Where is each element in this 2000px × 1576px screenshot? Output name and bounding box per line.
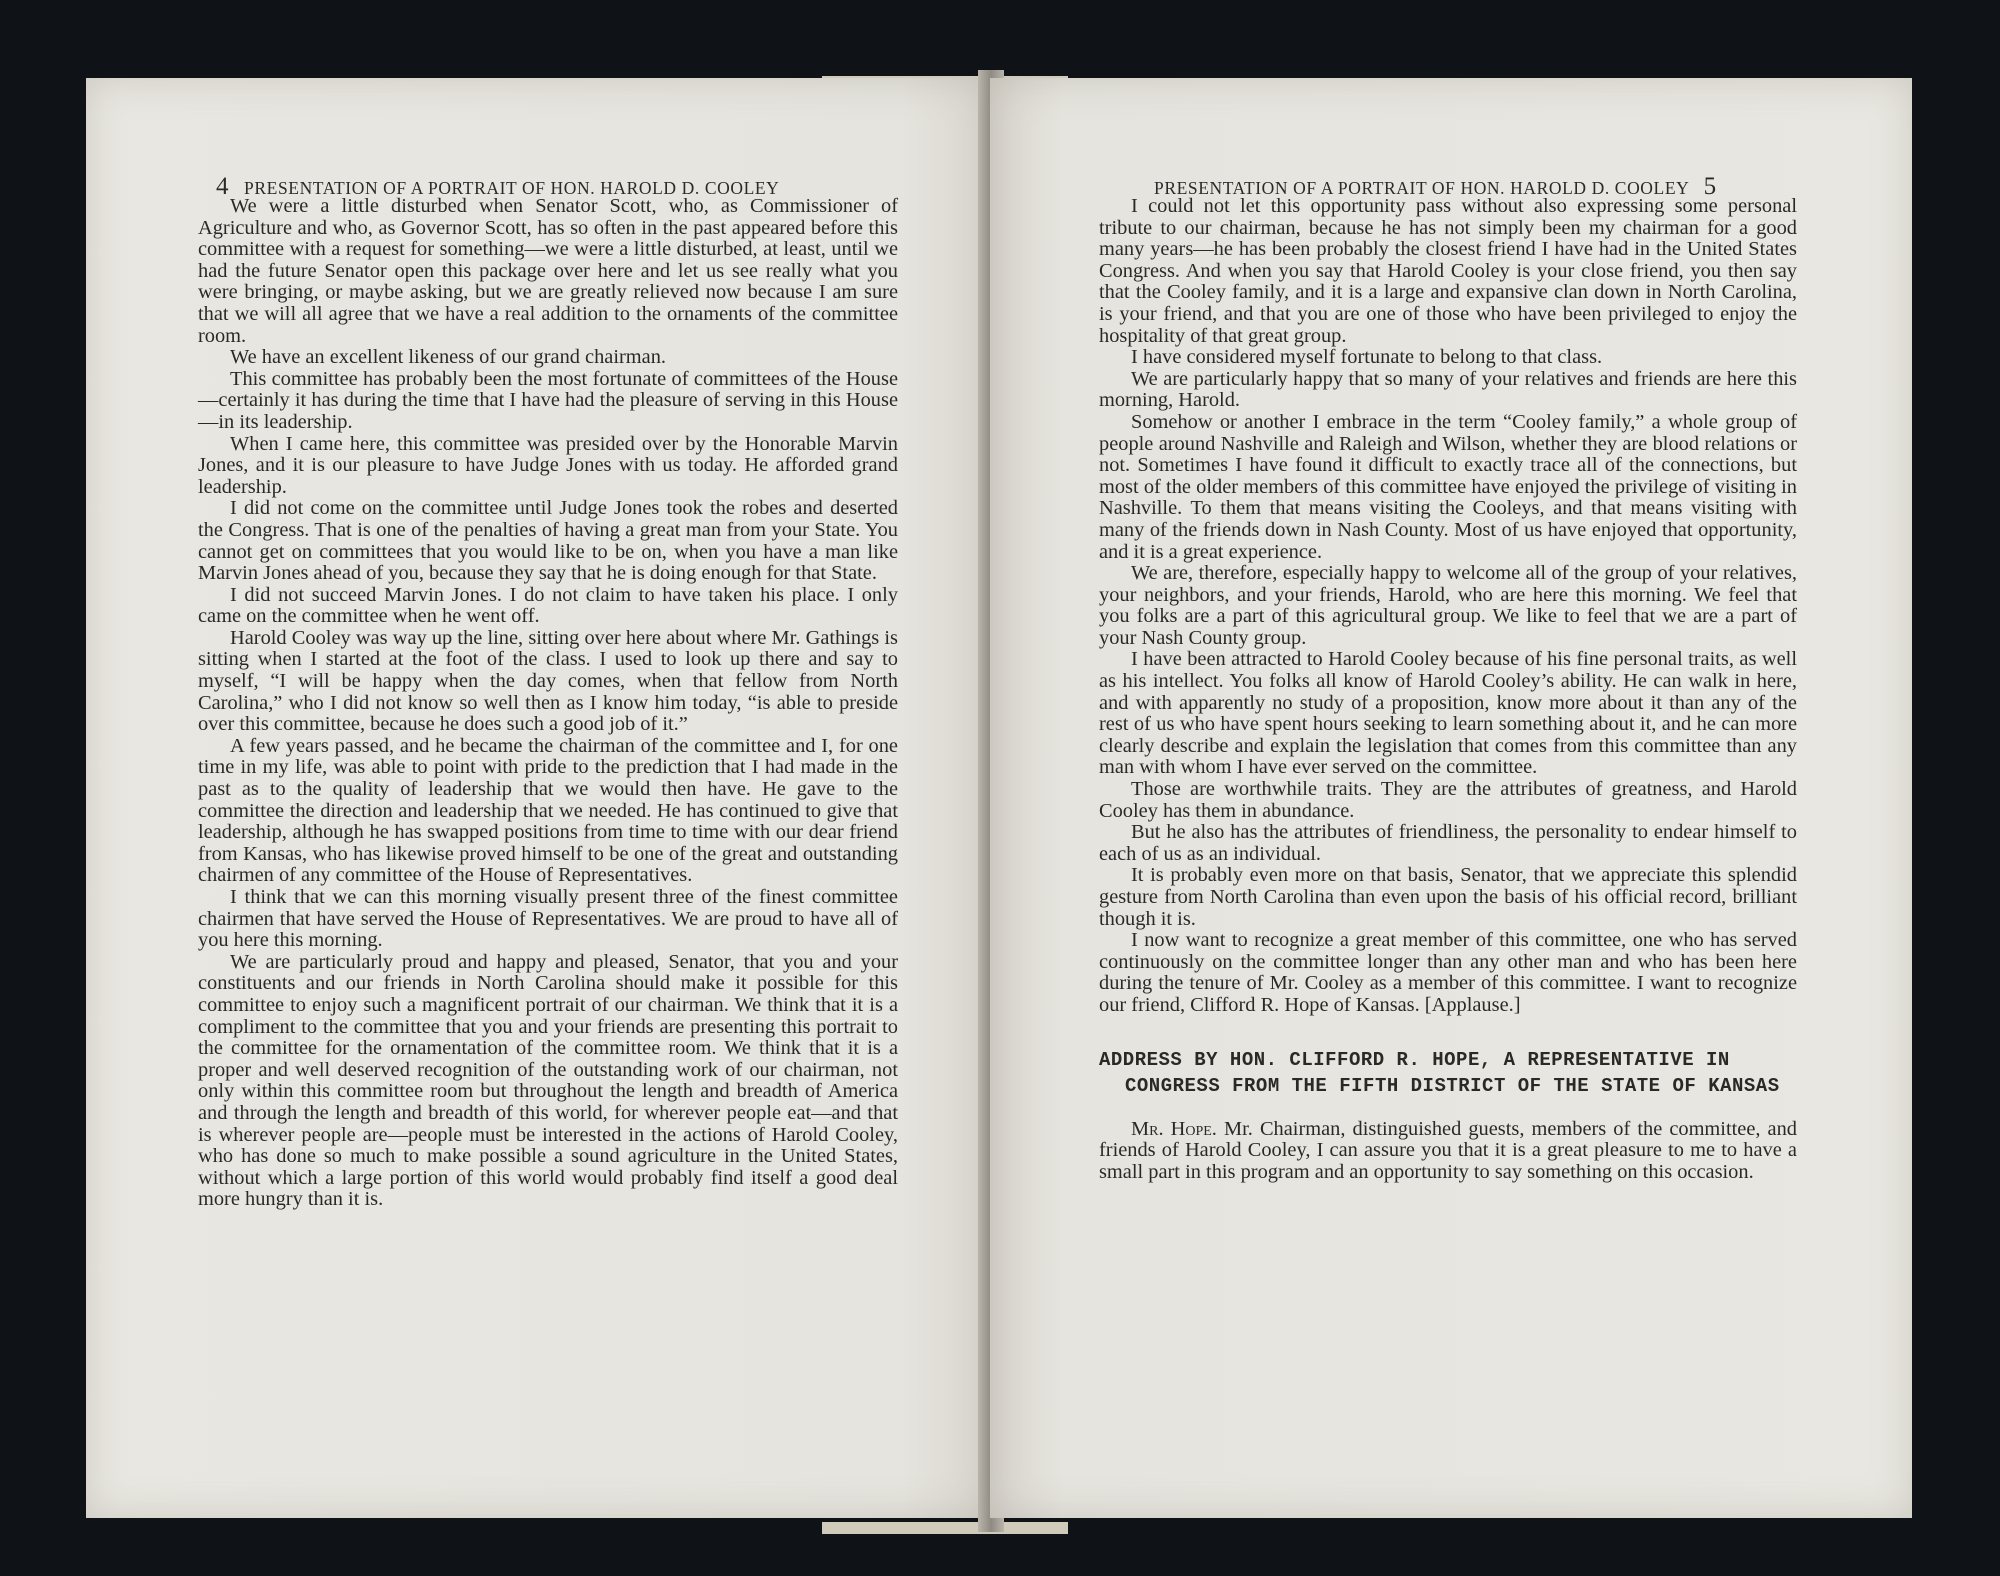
left-page-number: 4 xyxy=(216,173,230,200)
paragraph: When I came here, this committee was presided over by the Honorable Marvin Jones, and it is our pleasure to have Judge Jones with us today. He afforded grand leadership. xyxy=(198,432,898,498)
right-running-head-title: PRESENTATION OF A PORTRAIT OF HON. HAROLD D. COOLEY xyxy=(1154,178,1689,198)
paragraph: I could not let this opportunity pass without also expressing some personal tribute to our chairman, because he has not simply been my chairman for a good many years—he has been probably the closest friend I have had in the United States Congress. And when you say that Harold Cooley is your close friend, you then say that the Cooley family, and it is a large and expansive clan down in North Carolina, is your friend, and that you are one of those who have been privileged to enjoy the hospitality of that great group. xyxy=(1099,195,1797,347)
paragraph: I have considered myself fortunate to belong to that class. xyxy=(1131,346,1603,369)
paragraph: I think that we can this morning visually present three of the finest committee chairmen that have served the House of Representatives. We are proud to have all of you here this morning. xyxy=(198,886,898,952)
paragraph: Somehow or another I embrace in the term “Cooley family,” a whole group of people around Nashville and Raleigh and Wilson, whether they are blood relations or not. Sometimes I have found it difficult to exactly trace all of the connections, but most of the older members of this committee have enjoyed the privilege of visiting in Nashville. To them that means visiting the Cooleys, and that means visiting with many of the friends down in Nash County. Most of us have enjoyed that opportunity, and it is a great experience. xyxy=(1099,410,1797,563)
paragraph: I now want to recognize a great member of this committee, one who has served continuously on the committee longer than any other man and who has been here during the tenure of Mr. Cooley as a member of this committee. I want to recognize our friend, Clifford R. Hope of Kansas. [Applause.] xyxy=(1099,929,1797,1016)
left-running-head-title: PRESENTATION OF A PORTRAIT OF HON. HAROLD D. COOLEY xyxy=(244,178,780,198)
paragraph: But he also has the attributes of friendliness, the personality to endear himself to each of us as an individual. xyxy=(1099,821,1797,865)
paragraph: This committee has probably been the most fortunate of committees of the House—certainly it has during the time that I have had the pleasure of serving in this House—in its leadership. xyxy=(198,367,898,433)
paragraph: Those are worthwhile traits. They are the attributes of greatness, and Harold Cooley has them in abundance. xyxy=(1099,778,1797,822)
paragraph: We are, therefore, especially happy to welcome all of the group of your relatives, your neighbors, and your friends, Harold, who are here this morning. We feel that you folks are a part of this agricultural group. We like to feel that we are a part of your Nash County group. xyxy=(1099,562,1797,649)
paragraph: We have an excellent likeness of our grand chairman. xyxy=(230,346,667,369)
right-page xyxy=(990,78,1912,1518)
left-text-column xyxy=(198,196,898,1211)
paragraph: We are particularly happy that so many of your relatives and friends are here this morning, Harold. xyxy=(1099,367,1797,412)
closing-text: Mr. Chairman, distinguished guests, members of the committee, and friends of Harold Cooley, I can assure you that it is a great pleasure to me to have a small part in this program and an opportunity to say something on this occasion. xyxy=(1099,1117,1797,1183)
paragraph: A few years passed, and he became the chairman of the committee and I, for one time in my life, was able to point with pride to the prediction that I had made in the past as to the quality of leadership that we would then have. He gave to the committee the direction and leadership that we needed. He has continued to give that leadership, although he has swapped positions from time to time with our dear friend from Kansas, who has likewise proved himself to be one of the great and outstanding chairmen of any committee of the House of Representatives. xyxy=(198,734,898,887)
paragraph: Harold Cooley was way up the line, sitting over here about where Mr. Gathings is sitting when I started at the foot of the class. I used to look up there and say to myself, “I will be happy when the day comes, when that fellow from North Carolina,” who I did not know so well then as I know him today, “is able to preside over this committee, because he does such a good job of it.” xyxy=(198,626,898,736)
paragraph: I did not succeed Marvin Jones. I do not claim to have taken his place. I only came on the committee when he went off. xyxy=(198,583,898,628)
speaker-name: Mr. Hope. xyxy=(1131,1117,1217,1140)
paragraph: I have been attracted to Harold Cooley because of his fine personal traits, as well as his intellect. You folks all know of Harold Cooley’s ability. He can walk in here, and with apparently no study of a proposition, know more about it than any of the rest of us who have spent hours seeking to learn something about it, and he can more clearly describe and explain the legislation that comes from this committee than any man with whom I have ever served on the committee. xyxy=(1099,648,1797,779)
closing-paragraph xyxy=(1099,1119,1797,1184)
paragraph: We are particularly proud and happy and pleased, Senator, that you and your constituents and our friends in North Carolina should make it possible for this committee to enjoy such a magnificent portrait of our chairman. We think that it is a compliment to the committee that you and your friends are presenting this portrait to the committee for the ornamentation of the committee room. We think that it is a proper and well deserved recognition of the outstanding work of our chairman, not only within this committee room but throughout the length and breadth of America and through the length and breadth of this world, for wherever people eat—and that is wherever people are—people must be interested in the actions of Harold Cooley, who has done so much to make possible a sound agriculture in the United States, without which a large portion of this world would probably find itself a good deal more hungry than it is. xyxy=(198,950,898,1211)
section-heading: ADDRESS BY HON. CLIFFORD R. HOPE, A REPRESENTATIVE IN CONGRESS FROM THE FIFTH DISTRICT OF THE STATE OF KANSAS xyxy=(1099,1048,1780,1097)
right-text-column xyxy=(1099,196,1797,1183)
binding-tape-bottom xyxy=(822,1522,1068,1534)
right-page-number: 5 xyxy=(1703,173,1717,200)
paragraph: It is probably even more on that basis, Senator, that we appreciate this splendid gesture from North Carolina than even upon the basis of his official record, brilliant though it is. xyxy=(1099,864,1797,930)
left-page xyxy=(86,78,991,1518)
paragraph: We were a little disturbed when Senator Scott, who, as Commissioner of Agriculture and who, as Governor Scott, has so often in the past appeared before this committee with a request for something—we were a little disturbed, at least, until we had the future Senator open this package over here and let us see really what you were bringing, or maybe asking, but we are greatly relieved now because I am sure that we will all agree that we have a real addition to the ornaments of the committee room. xyxy=(198,195,898,347)
paragraph: I did not come on the committee until Judge Jones took the robes and deserted the Congress. That is one of the penalties of having a great man from your State. You cannot get on committees that you would like to be on, when you have a man like Marvin Jones ahead of you, because they say that he is doing enough for that State. xyxy=(198,497,898,585)
right-paragraphs xyxy=(1099,196,1797,1017)
